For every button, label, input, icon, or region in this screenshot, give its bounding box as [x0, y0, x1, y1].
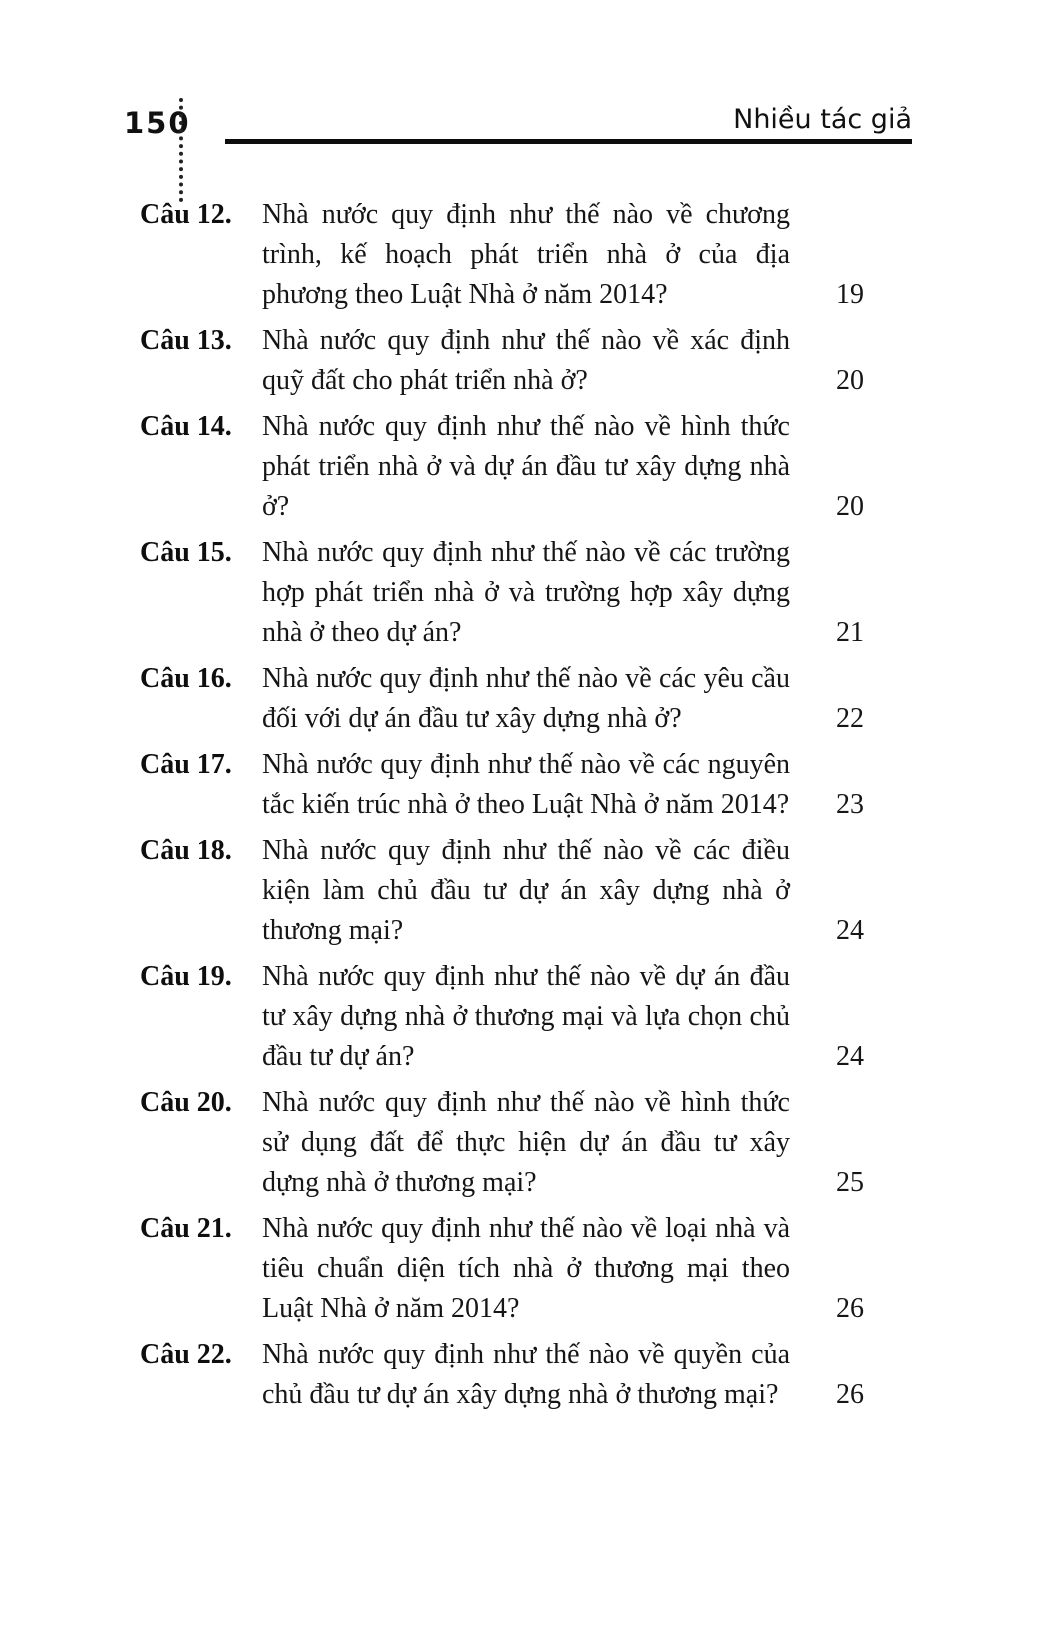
- toc-entry: [140, 659, 864, 739]
- entry-page-number: 19: [836, 279, 864, 310]
- toc-entry: [140, 533, 864, 653]
- toc-entry: [140, 745, 864, 825]
- toc-entry: [140, 407, 864, 527]
- beaded-divider: [179, 98, 183, 202]
- entry-label: Câu 12.: [140, 199, 232, 230]
- entry-label: Câu 19.: [140, 961, 232, 992]
- entry-question-text: Nhà nước quy định như thế nào về các điều kiện làm chủ đầu tư dự án xây dựng nhà ở thương mại?: [262, 835, 790, 946]
- entry-label: Câu 15.: [140, 537, 232, 568]
- toc-entry: [140, 831, 864, 951]
- entry-label: Câu 14.: [140, 411, 232, 442]
- entry-page-number: 24: [836, 915, 864, 946]
- entry-label: Câu 16.: [140, 663, 232, 694]
- toc-entry: [140, 195, 864, 315]
- entry-label: Câu 20.: [140, 1087, 232, 1118]
- entry-label: Câu 17.: [140, 749, 232, 780]
- entry-page-number: 21: [836, 617, 864, 648]
- entry-label: Câu 18.: [140, 835, 232, 866]
- toc-entry: [140, 1083, 864, 1203]
- entry-question-text: Nhà nước quy định như thế nào về hình thức sử dụng đất để thực hiện dự án đầu tư xây dựng nhà ở thương mại?: [262, 1087, 790, 1198]
- entry-page-number: 20: [836, 365, 864, 396]
- header-rule: [225, 139, 912, 144]
- entry-question-text: Nhà nước quy định như thế nào về loại nhà và tiêu chuẩn diện tích nhà ở thương mại theo Luật Nhà ở năm 2014?: [262, 1213, 790, 1324]
- toc-entry: [140, 321, 864, 401]
- toc-entry: [140, 1335, 864, 1415]
- entry-question-text: Nhà nước quy định như thế nào về hình thức phát triển nhà ở và dự án đầu tư xây dựng nhà ở?: [262, 411, 790, 522]
- entry-question-text: Nhà nước quy định như thế nào về các nguyên tắc kiến trúc nhà ở theo Luật Nhà ở năm 2014?: [262, 749, 790, 820]
- toc-entry: [140, 957, 864, 1077]
- entry-page-number: 26: [836, 1379, 864, 1410]
- entry-page-number: 23: [836, 789, 864, 820]
- entry-label: Câu 22.: [140, 1339, 232, 1370]
- entry-question-text: Nhà nước quy định như thế nào về các trường hợp phát triển nhà ở và trường hợp xây dựng nhà ở theo dự án?: [262, 537, 790, 648]
- entry-page-number: 22: [836, 703, 864, 734]
- page-number: 150: [124, 106, 191, 140]
- entry-page-number: 24: [836, 1041, 864, 1072]
- entry-question-text: Nhà nước quy định như thế nào về các yêu cầu đối với dự án đầu tư xây dựng nhà ở?: [262, 663, 790, 734]
- entry-label: Câu 13.: [140, 325, 232, 356]
- entry-label: Câu 21.: [140, 1213, 232, 1244]
- entry-question-text: Nhà nước quy định như thế nào về quyền của chủ đầu tư dự án xây dựng nhà ở thương mại?: [262, 1339, 790, 1410]
- entry-page-number: 20: [836, 491, 864, 522]
- author-running-head: Nhiều tác giả: [733, 104, 912, 135]
- entry-page-number: 25: [836, 1167, 864, 1198]
- entry-question-text: Nhà nước quy định như thế nào về xác định quỹ đất cho phát triển nhà ở?: [262, 325, 790, 396]
- entry-question-text: Nhà nước quy định như thế nào về dự án đầu tư xây dựng nhà ở thương mại và lựa chọn chủ đầu tư dự án?: [262, 961, 790, 1072]
- entry-question-text: Nhà nước quy định như thế nào về chương trình, kế hoạch phát triển nhà ở của địa phương theo Luật Nhà ở năm 2014?: [262, 199, 790, 310]
- table-of-contents: [140, 195, 864, 1421]
- entry-page-number: 26: [836, 1293, 864, 1324]
- toc-entry: [140, 1209, 864, 1329]
